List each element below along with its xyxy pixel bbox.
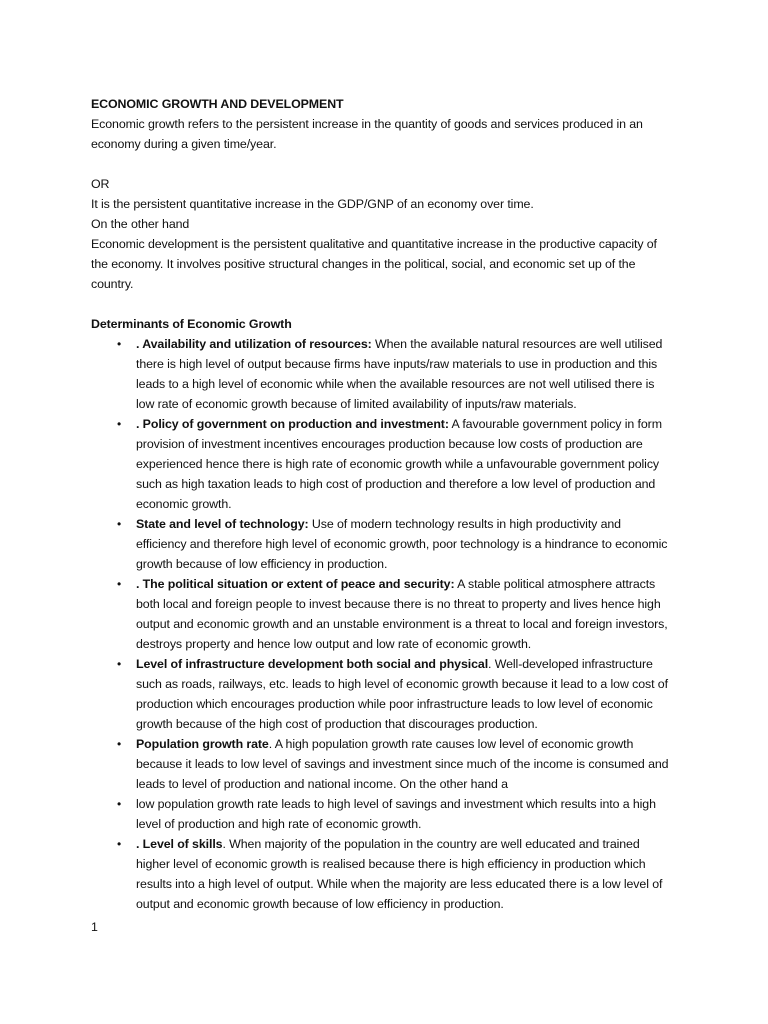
determinant-item bbox=[117, 654, 672, 734]
determinant-title: . Policy of government on production and investment: bbox=[136, 417, 449, 431]
alt-definition: It is the persistent quantitative increase in the GDP/GNP of an economy over time. bbox=[91, 197, 534, 211]
determinants-heading: Determinants of Economic Growth bbox=[91, 317, 292, 331]
determinant-text: . A high population growth rate causes low level of economic growth because it leads to low level of savings and investment since much of the income is consumed and leads to level of production and national income. On the other hand a bbox=[136, 737, 669, 791]
determinant-item bbox=[117, 794, 672, 834]
determinant-title: . The political situation or extent of peace and security: bbox=[136, 577, 455, 591]
bullet-icon: • bbox=[117, 417, 122, 431]
determinant-text: . When majority of the population in the country are well educated and trained higher level of economic growth is realised because there is high efficiency in production which results into a high level of output. While when the majority are less educated there is a low level of output and economic growth because of low efficiency in production. bbox=[136, 837, 663, 911]
determinant-text: Use of modern technology results in high productivity and efficiency and therefore high level of economic growth, poor technology is a hindrance to economic growth because of low efficiency in production. bbox=[136, 517, 668, 571]
growth-definition: Economic growth refers to the persistent increase in the quantity of goods and services produced in an economy during a given time/year. bbox=[91, 117, 643, 151]
transition-text: On the other hand bbox=[91, 217, 190, 231]
page-number: 1 bbox=[91, 920, 98, 934]
determinant-item bbox=[117, 514, 672, 574]
determinant-title: Population growth rate bbox=[136, 737, 269, 751]
determinant-title: . Availability and utilization of resources: bbox=[136, 337, 372, 351]
determinant-item bbox=[117, 414, 672, 514]
bullet-icon: • bbox=[117, 657, 122, 671]
determinant-text: When the available natural resources are well utilised there is high level of output because firms have inputs/raw materials to use in production and this leads to a high level of economic while when the available resources are not well utilised there is low rate of economic growth because of limited availability of inputs/raw materials. bbox=[136, 337, 663, 411]
determinant-text: low population growth rate leads to high level of savings and investment which results into a high level of production and high rate of economic growth. bbox=[136, 797, 656, 831]
determinant-text: A stable political atmosphere attracts both local and foreign people to invest because there is no threat to property and lives hence high output and economic growth and an unstable environment is a threat to local and foreign investors, destroys property and hence low output and low rate of economic growth. bbox=[136, 577, 668, 651]
spacer bbox=[91, 154, 672, 174]
determinant-title: . Level of skills bbox=[136, 837, 223, 851]
determinant-item bbox=[117, 334, 672, 414]
bullet-icon: • bbox=[117, 837, 122, 851]
determinants-list bbox=[91, 334, 672, 914]
bullet-icon: • bbox=[117, 517, 122, 531]
or-label: OR bbox=[91, 177, 110, 191]
bullet-icon: • bbox=[117, 737, 122, 751]
determinant-text: . Well-developed infrastructure such as roads, railways, etc. leads to high level of economic growth because it lead to a low cost of production which encourages production while poor infrastructure leads to low level of economic growth because of the high cost of production that discourages production. bbox=[136, 657, 668, 731]
spacer bbox=[91, 294, 672, 314]
development-definition: Economic development is the persistent qualitative and quantitative increase in the productive capacity of the economy. It involves positive structural changes in the political, social, and economic set up of the country. bbox=[91, 237, 657, 291]
bullet-icon: • bbox=[117, 797, 122, 811]
determinant-item bbox=[117, 574, 672, 654]
document-title: ECONOMIC GROWTH AND DEVELOPMENT bbox=[91, 97, 344, 111]
determinant-title: Level of infrastructure development both social and physical bbox=[136, 657, 489, 671]
determinant-title: State and level of technology: bbox=[136, 517, 309, 531]
bullet-icon: • bbox=[117, 337, 122, 351]
determinant-item bbox=[117, 834, 672, 914]
determinant-item bbox=[117, 734, 672, 794]
determinant-text: A favourable government policy in form provision of investment incentives encourages production because low costs of production are experienced hence there is high rate of economic growth while a unfavourable government policy such as high taxation leads to high cost of production and therefore a low level of production and economic growth. bbox=[136, 417, 662, 511]
bullet-icon: • bbox=[117, 577, 122, 591]
